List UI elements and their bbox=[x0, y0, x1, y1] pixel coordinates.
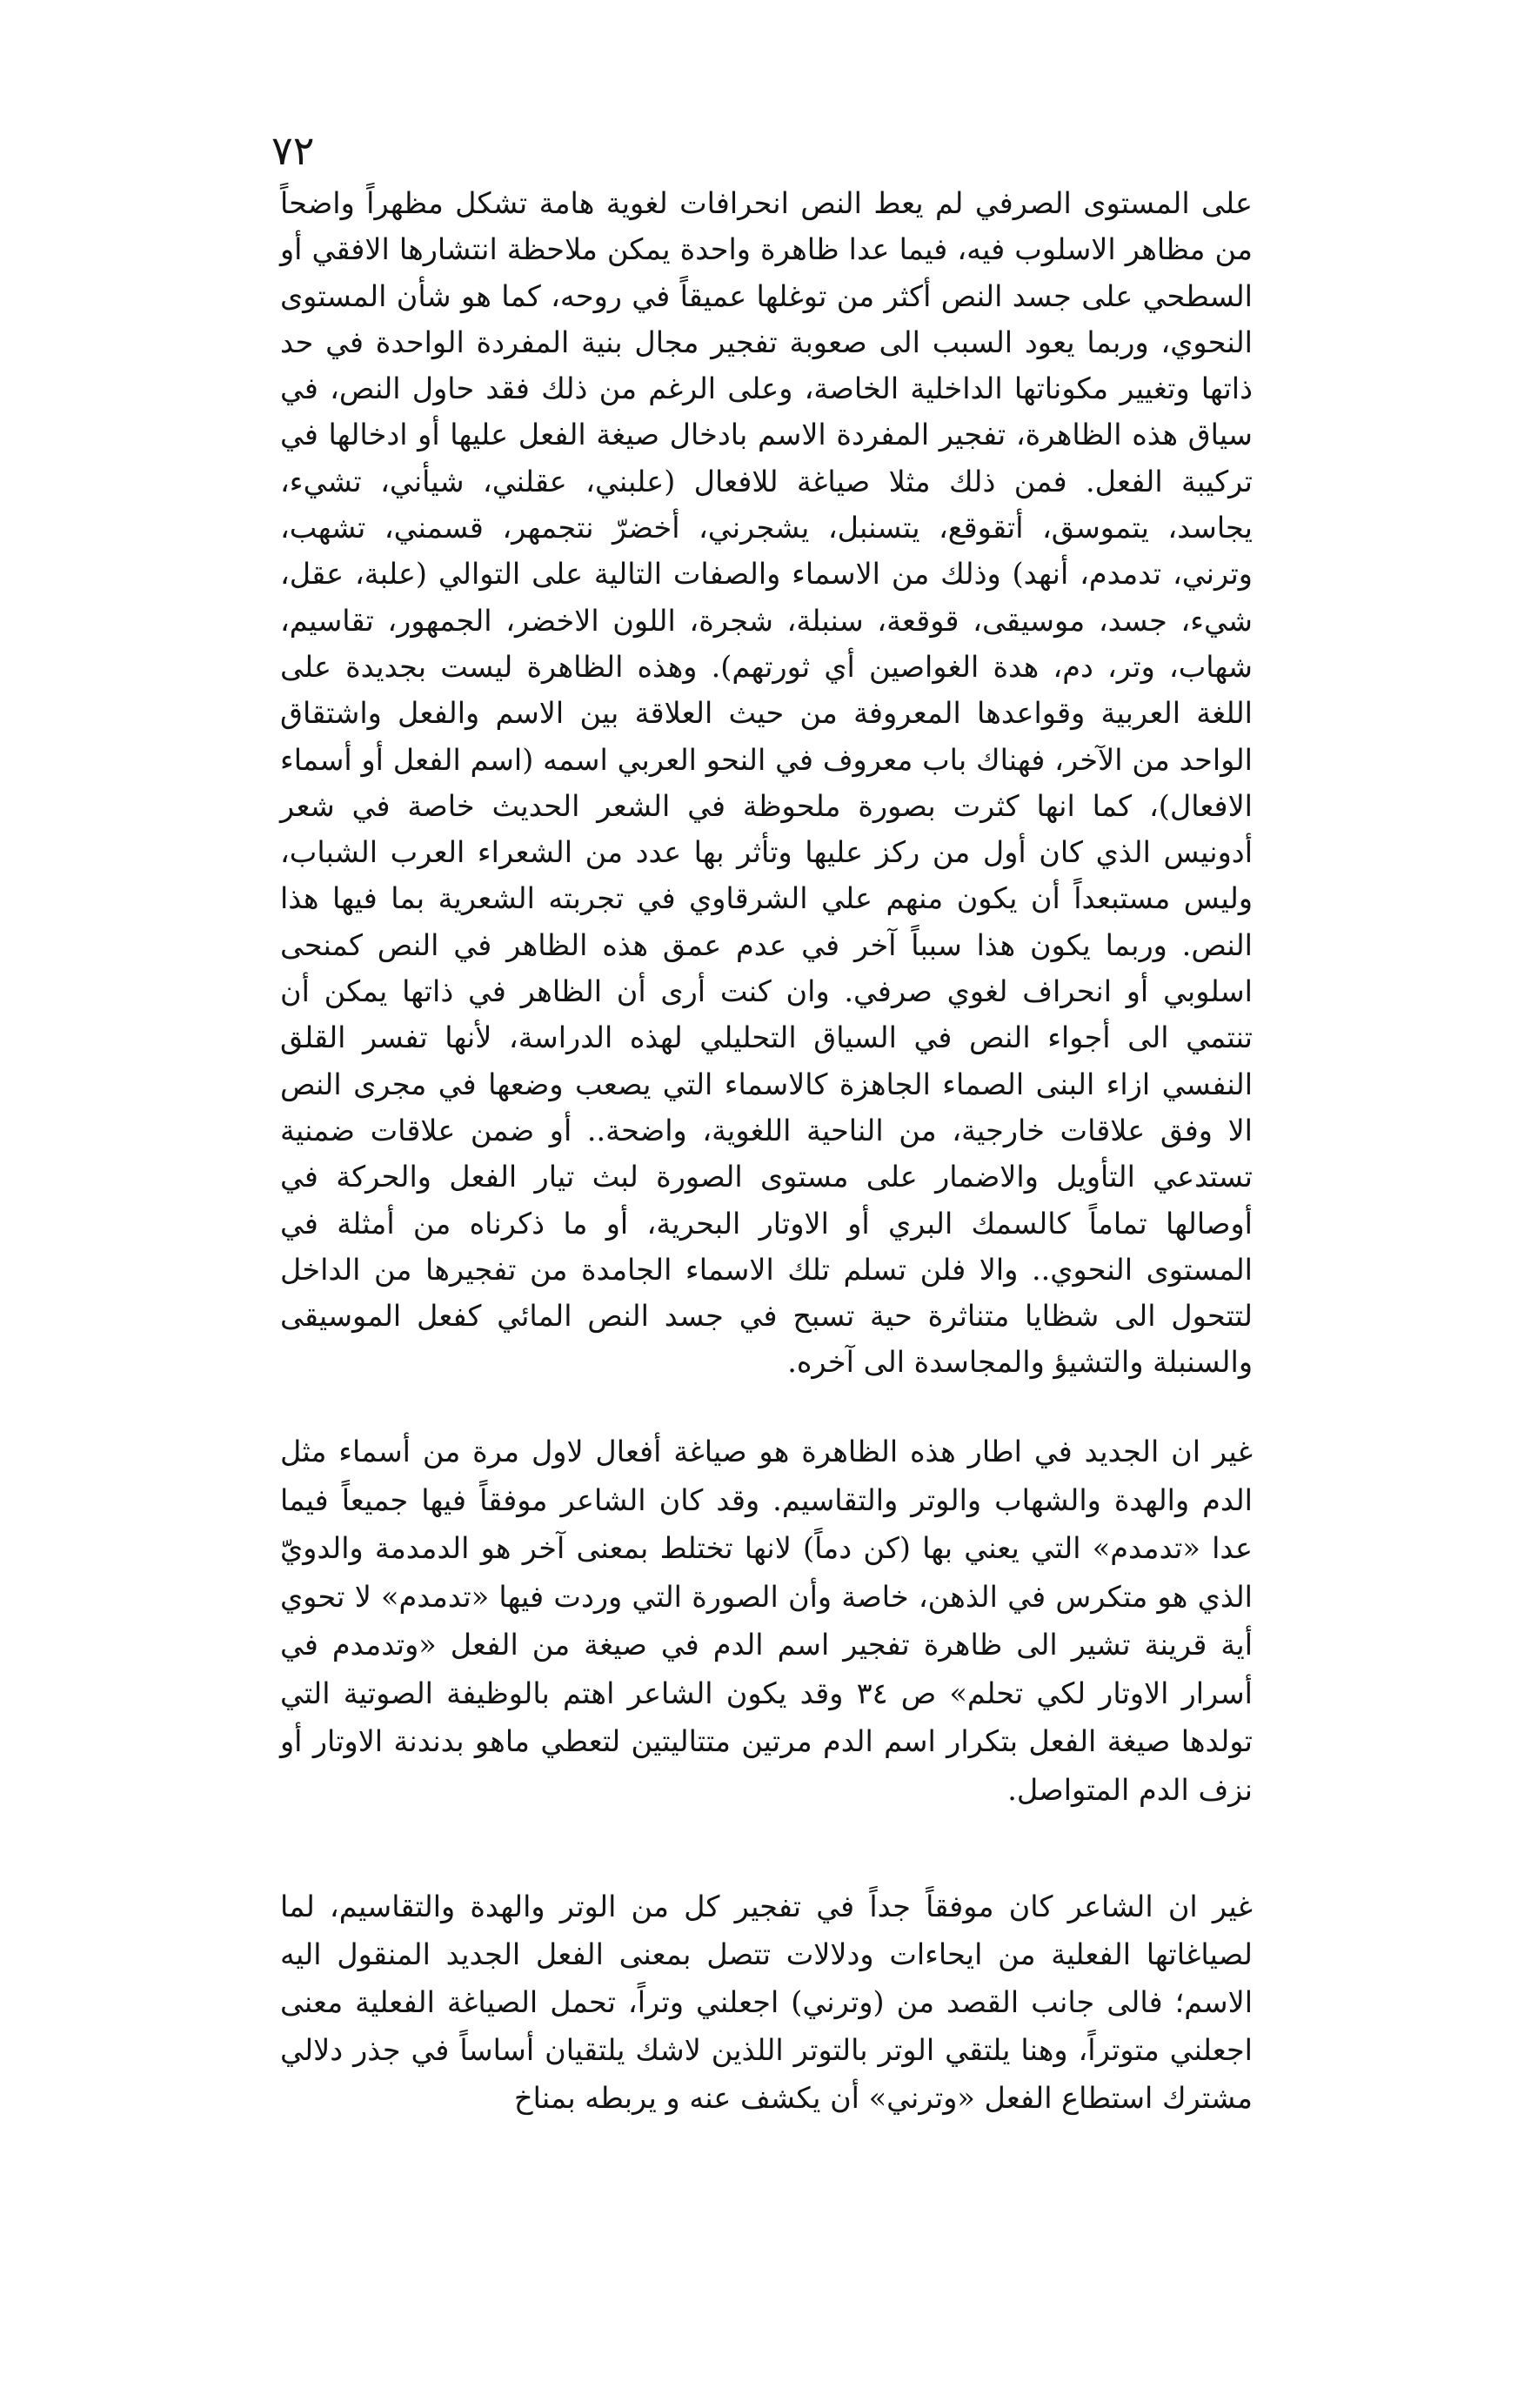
paragraph-1-block bbox=[280, 180, 1253, 1386]
paragraph-2-block bbox=[280, 1428, 1253, 1814]
paragraph-1: على المستوى الصرفي لم يعط النص انحرافات لغوية هامة تشكل مظهراً واضحاً من مظاهر الاسلوب فيه، فيما عدا ظاهرة واحدة يمكن ملاحظة انتشارها الافقي أو السطحي على جسد النص أكثر من توغلها عميقاً في روحه، كما هو شأن المستوى النحوي، وربما يعود السبب الى صعوبة تفجير مجال بنية المفردة الواحدة في حد ذاتها وتغيير مكوناتها الداخلية الخاصة، وعلى الرغم من ذلك فقد حاول النص، في سياق هذه الظاهرة، تفجير المفردة الاسم بادخال صيغة الفعل عليها أو ادخالها في تركيبة الفعل. فمن ذلك مثلا صياغة للافعال (علبني، عقلني، شيأني، تشيء، يجاسد، يتموسق، أتقوقع، يتسنبل، يشجرني، أخضرّ نتجمهر، قسمني، تشهب، وترني، تدمدم، أنهد) وذلك من الاسماء والصفات التالية على التوالي (علبة، عقل، شيء، جسد، موسيقى، قوقعة، سنبلة، شجرة، اللون الاخضر، الجمهور، تقاسيم، شهاب، وتر، دم، هدة الغواصين أي ثورتهم). وهذه الظاهرة ليست بجديدة على اللغة العربية وقواعدها المعروفة من حيث العلاقة بين الاسم والفعل واشتقاق الواحد من الآخر، فهناك باب معروف في النحو العربي اسمه (اسم الفعل أو أسماء الافعال)، كما انها كثرت بصورة ملحوظة في الشعر الحديث خاصة في شعر أدونيس الذي كان أول من ركز عليها وتأثر بها عدد من الشعراء العرب الشباب، وليس مستبعداً أن يكون منهم علي الشرقاوي في تجربته الشعرية بما فيها هذا النص. وربما يكون هذا سبباً آخر في عدم عمق هذه الظاهر في النص كمنحى اسلوبي أو انحراف لغوي صرفي. وان كنت أرى أن الظاهر في ذاتها يمكن أن تنتمي الى أجواء النص في السياق التحليلي لهذه الدراسة، لأنها تفسر القلق النفسي ازاء البنى الصماء الجاهزة كالاسماء التي يصعب وضعها في مجرى النص الا وفق علاقات خارجية، من الناحية اللغوية، واضحة.. أو ضمن علاقات ضمنية تستدعي التأويل والاضمار على مستوى الصورة لبث تيار الفعل والحركة في أوصالها تماماً كالسمك البري أو الاوتار البحرية، أو ما ذكرناه من أمثلة في المستوى النحوي.. والا فلن تسلم تلك الاسماء الجامدة من تفجيرها من الداخل لتتحول الى شظايا متناثرة حية تسبح في جسد النص المائي كفعل الموسيقى والسنبلة والتشيؤ والمجاسدة الى آخره. bbox=[280, 186, 1253, 1380]
page-number: ٧٢ bbox=[271, 127, 315, 174]
paragraph-2: غير ان الجديد في اطار هذه الظاهرة هو صياغة أفعال لاول مرة من أسماء مثل الدم والهدة والشهاب والوتر والتقاسيم. وقد كان الشاعر موفقاً فيها جميعاً فيما عدا «تدمدم» التي يعني بها (كن دماً) لانها تختلط بمعنى آخر هو الدمدمة والدويّ الذي هو متكرس في الذهن، خاصة وأن الصورة التي وردت فيها «تدمدم» لا تحوي أية قرينة تشير الى ظاهرة تفجير اسم الدم في صيغة من الفعل «وتدمدم في أسرار الاوتار لكي تحلم» ص ٣٤ وقد يكون الشاعر اهتم بالوظيفة الصوتية التي تولدها صيغة الفعل بتكرار اسم الدم مرتين متتاليتين لتعطي ماهو بدندنة الاوتار أو نزف الدم المتواصل. bbox=[280, 1435, 1253, 1807]
paragraph-3: غير ان الشاعر كان موفقاً جداً في تفجير كل من الوتر والهدة والتقاسيم، لما لصياغاتها الفعلية من ايحاءات ودلالات تتصل بمعنى الفعل الجديد المنقول اليه الاسم؛ فالى جانب القصد من (وترني) اجعلني وتراً، تحمل الصياغة الفعلية معنى اجعلني متوتراً، وهنا يلتقي الوتر بالتوتر اللذين لاشك يلتقيان أساساً في جذر دلالي مشترك استطاع الفعل «وترني» أن يكشف عنه و يربطه بمناخ bbox=[280, 1890, 1253, 2115]
paragraph-3-block bbox=[280, 1883, 1253, 2122]
